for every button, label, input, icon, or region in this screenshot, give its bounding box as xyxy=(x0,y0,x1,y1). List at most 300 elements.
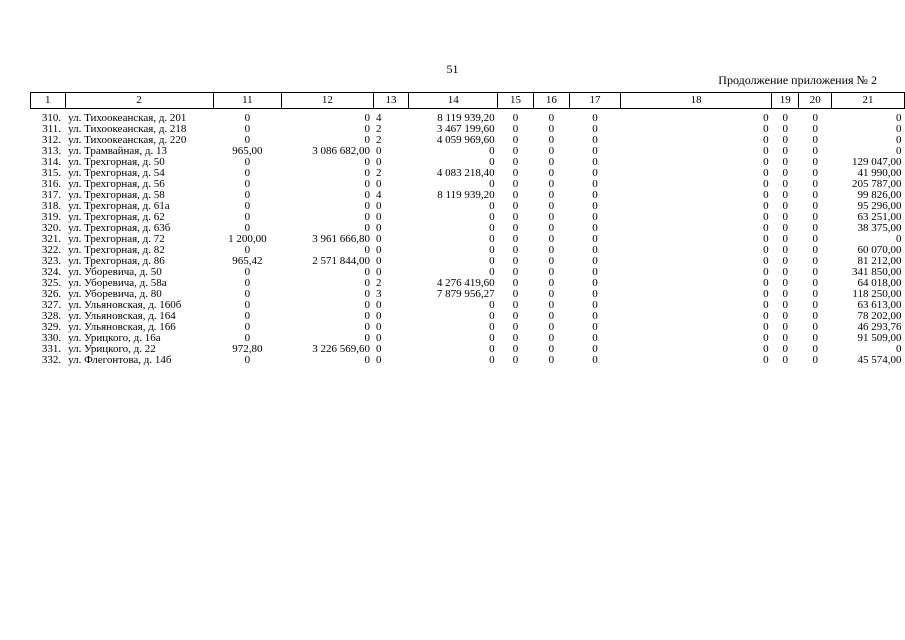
value-cell-col-17: 0 xyxy=(592,211,598,223)
value-cell-col-20: 0 xyxy=(812,178,818,190)
value-cell-col-11: 0 xyxy=(244,123,251,135)
row-number: 327. xyxy=(41,299,62,311)
value-cell-col-21: 0 xyxy=(896,233,902,245)
address-cell: ул. Трехгорная, д. 72 xyxy=(68,233,165,245)
value-cell-col-15: 0 xyxy=(512,145,519,157)
value-cell-col-19: 0 xyxy=(782,222,789,234)
value-cell-col-16: 0 xyxy=(548,299,555,311)
value-cell-col-20: 0 xyxy=(812,310,818,322)
address-cell: ул. Трехгорная, д. 58 xyxy=(68,189,165,201)
value-cell-col-13: 0 xyxy=(376,332,382,344)
value-cell-col-13: 4 xyxy=(376,189,382,201)
value-cell-col-16: 0 xyxy=(548,189,555,201)
value-cell-col-18: 0 xyxy=(763,189,769,201)
value-cell-col-16: 0 xyxy=(548,134,555,146)
column-header-20: 20 xyxy=(799,93,831,109)
value-cell-col-11: 965,42 xyxy=(232,255,263,267)
value-cell-col-15: 0 xyxy=(512,189,519,201)
value-cell-col-11: 0 xyxy=(244,310,251,322)
value-cell-col-17: 0 xyxy=(592,233,598,245)
value-cell-col-13: 0 xyxy=(376,211,382,223)
address-cell: ул. Уборевича, д. 80 xyxy=(68,288,162,300)
row-number: 316. xyxy=(41,178,62,190)
column-header-16: 16 xyxy=(533,93,569,109)
value-cell-col-21: 38 375,00 xyxy=(857,222,902,234)
value-cell-col-14: 8 119 939,20 xyxy=(437,112,495,124)
value-cell-col-16: 0 xyxy=(548,255,555,267)
value-cell-col-19: 0 xyxy=(782,211,789,223)
value-cell-col-21: 63 613,00 xyxy=(857,299,902,311)
value-cell-col-14: 0 xyxy=(489,233,495,245)
value-cell-col-16: 0 xyxy=(548,123,555,135)
column-header-13: 13 xyxy=(373,93,409,109)
value-cell-col-18: 0 xyxy=(763,200,769,212)
column-header-12: 12 xyxy=(282,93,373,109)
table-body xyxy=(31,109,905,367)
value-cell-col-12: 0 xyxy=(364,310,371,322)
row-number: 326. xyxy=(41,288,62,300)
value-cell-col-18: 0 xyxy=(763,211,769,223)
value-cell-col-18: 0 xyxy=(763,321,769,333)
value-cell-col-19: 0 xyxy=(782,167,789,179)
value-cell-col-14: 0 xyxy=(489,321,495,333)
value-cell-col-14: 8 119 939,20 xyxy=(437,189,495,201)
value-cell-col-19: 0 xyxy=(782,277,789,289)
value-cell-col-15: 0 xyxy=(512,233,519,245)
column-header-19: 19 xyxy=(772,93,799,109)
value-cell-col-13: 2 xyxy=(376,134,382,146)
row-number: 311. xyxy=(42,123,62,135)
value-cell-col-13: 0 xyxy=(376,310,382,322)
address-cell: ул. Тихоокеанская, д. 218 xyxy=(68,123,187,135)
value-cell-col-18: 0 xyxy=(763,310,769,322)
value-cell-col-14: 7 879 956,27 xyxy=(436,288,495,300)
value-cell-col-20: 0 xyxy=(812,244,818,256)
value-cell-col-17: 0 xyxy=(592,112,598,124)
value-cell-col-11: 0 xyxy=(244,299,251,311)
value-cell-col-15: 0 xyxy=(512,310,519,322)
value-cell-col-11: 1 200,00 xyxy=(228,233,267,245)
row-number: 323. xyxy=(41,255,62,267)
value-cell-col-13: 0 xyxy=(376,354,382,366)
value-cell-col-17: 0 xyxy=(592,167,598,179)
address-cell: ул. Ульяновская, д. 160б xyxy=(68,299,182,311)
value-cell-col-15: 0 xyxy=(512,266,519,278)
value-cell-col-11: 0 xyxy=(244,288,251,300)
value-cell-col-12: 0 xyxy=(364,288,371,300)
value-cell-col-16: 0 xyxy=(548,244,555,256)
row-number: 314. xyxy=(41,156,62,168)
column-header-11: 11 xyxy=(213,93,282,109)
value-cell-col-11: 0 xyxy=(244,167,251,179)
value-cell-col-20: 0 xyxy=(812,123,818,135)
value-cell-col-12: 0 xyxy=(364,189,371,201)
value-cell-col-17: 0 xyxy=(592,178,598,190)
value-cell-col-11: 0 xyxy=(244,134,251,146)
value-cell-col-18: 0 xyxy=(763,112,769,124)
column-header-21: 21 xyxy=(831,93,904,109)
value-cell-col-19: 0 xyxy=(782,299,789,311)
value-cell-col-15: 0 xyxy=(512,299,519,311)
value-cell-col-16: 0 xyxy=(548,112,555,124)
address-cell: ул. Трехгорная, д. 56 xyxy=(68,178,165,190)
value-cell-col-13: 0 xyxy=(376,156,382,168)
value-cell-col-21: 81 212,00 xyxy=(857,255,902,267)
table-row xyxy=(31,355,905,366)
value-cell-col-19: 0 xyxy=(782,123,789,135)
row-number: 318. xyxy=(41,200,62,212)
value-cell-col-12: 0 xyxy=(364,156,371,168)
value-cell-col-14: 4 276 419,60 xyxy=(436,277,495,289)
value-cell-col-14: 0 xyxy=(489,354,495,366)
value-cell-col-12: 0 xyxy=(364,178,371,190)
row-number: 322. xyxy=(41,244,62,256)
value-cell-col-19: 0 xyxy=(782,354,789,366)
value-cell-col-15: 0 xyxy=(512,244,519,256)
value-cell-col-16: 0 xyxy=(548,222,555,234)
value-cell-col-18: 0 xyxy=(763,244,769,256)
address-cell: ул. Ульяновская, д. 164 xyxy=(68,310,176,322)
value-cell-col-20: 0 xyxy=(812,354,818,366)
value-cell-col-16: 0 xyxy=(548,178,555,190)
value-cell-col-15: 0 xyxy=(512,200,519,212)
value-cell-col-13: 2 xyxy=(376,167,382,179)
value-cell-col-11: 0 xyxy=(244,189,251,201)
address-cell: ул. Трехгорная, д. 86 xyxy=(68,255,165,267)
value-cell-col-16: 0 xyxy=(548,167,555,179)
data-table xyxy=(30,92,905,366)
value-cell-col-19: 0 xyxy=(782,200,789,212)
value-cell-col-19: 0 xyxy=(782,288,789,300)
value-cell-col-17: 0 xyxy=(592,244,598,256)
value-cell-col-11: 0 xyxy=(244,354,251,366)
value-cell-col-19: 0 xyxy=(782,255,789,267)
value-cell-col-18: 0 xyxy=(763,123,769,135)
value-cell-col-19: 0 xyxy=(782,332,789,344)
row-number: 315. xyxy=(41,167,62,179)
value-cell-col-21: 0 xyxy=(896,134,902,146)
value-cell-col-12: 0 xyxy=(364,354,371,366)
value-cell-col-19: 0 xyxy=(782,343,789,355)
value-cell-col-20: 0 xyxy=(812,321,818,333)
value-cell-col-18: 0 xyxy=(763,288,769,300)
value-cell-col-14: 0 xyxy=(489,145,495,157)
value-cell-col-13: 0 xyxy=(376,343,382,355)
value-cell-col-21: 46 293,76 xyxy=(857,321,902,333)
table-row xyxy=(31,109,905,125)
value-cell-col-13: 0 xyxy=(376,244,382,256)
value-cell-col-14: 0 xyxy=(489,255,495,267)
value-cell-col-15: 0 xyxy=(512,354,519,366)
value-cell-col-13: 0 xyxy=(376,233,382,245)
value-cell-col-17: 0 xyxy=(592,310,598,322)
value-cell-col-16: 0 xyxy=(548,332,555,344)
value-cell-col-19: 0 xyxy=(782,134,789,146)
row-number: 329. xyxy=(41,321,62,333)
address-cell: ул. Трехгорная, д. 63б xyxy=(68,222,171,234)
value-cell-col-12: 2 571 844,00 xyxy=(312,255,371,267)
value-cell-col-16: 0 xyxy=(548,310,555,322)
value-cell-col-12: 0 xyxy=(364,211,371,223)
column-header-14: 14 xyxy=(409,93,498,109)
value-cell-col-18: 0 xyxy=(763,354,769,366)
value-cell-col-21: 0 xyxy=(896,145,902,157)
value-cell-col-13: 3 xyxy=(376,288,382,300)
value-cell-col-20: 0 xyxy=(812,189,818,201)
value-cell-col-13: 0 xyxy=(376,200,382,212)
value-cell-col-14: 0 xyxy=(489,156,495,168)
value-cell-col-16: 0 xyxy=(548,343,555,355)
address-cell: ул. Флегонтова, д. 14б xyxy=(68,354,172,366)
value-cell-col-12: 0 xyxy=(364,277,371,289)
row-number: 331. xyxy=(41,343,62,355)
value-cell-col-18: 0 xyxy=(763,134,769,146)
value-cell-col-11: 0 xyxy=(244,244,251,256)
value-cell-col-18: 0 xyxy=(763,332,769,344)
value-cell-col-15: 0 xyxy=(512,288,519,300)
value-cell-col-16: 0 xyxy=(548,277,555,289)
value-cell-col-14: 0 xyxy=(489,211,495,223)
value-cell-col-12: 3 086 682,00 xyxy=(312,145,371,157)
value-cell-col-15: 0 xyxy=(512,321,519,333)
value-cell-col-19: 0 xyxy=(782,266,789,278)
value-cell-col-20: 0 xyxy=(812,255,818,267)
value-cell-col-12: 0 xyxy=(364,134,371,146)
value-cell-col-16: 0 xyxy=(548,200,555,212)
row-number: 328. xyxy=(41,310,62,322)
value-cell-col-17: 0 xyxy=(592,123,598,135)
value-cell-col-16: 0 xyxy=(548,321,555,333)
value-cell-col-16: 0 xyxy=(548,288,555,300)
value-cell-col-21: 41 990,00 xyxy=(857,167,902,179)
value-cell-col-15: 0 xyxy=(512,343,519,355)
value-cell-col-13: 0 xyxy=(376,266,382,278)
value-cell-col-15: 0 xyxy=(512,211,519,223)
value-cell-col-17: 0 xyxy=(592,134,598,146)
value-cell-col-15: 0 xyxy=(512,332,519,344)
value-cell-col-12: 0 xyxy=(364,266,371,278)
value-cell-col-16: 0 xyxy=(548,354,555,366)
value-cell-col-15: 0 xyxy=(512,178,519,190)
value-cell-col-21: 205 787,00 xyxy=(852,178,902,190)
address-cell: ул. Урицкого, д. 22 xyxy=(68,343,156,355)
value-cell-col-18: 0 xyxy=(763,233,769,245)
row-number: 313. xyxy=(41,145,62,157)
address-cell: ул. Урицкого, д. 16а xyxy=(68,332,161,344)
value-cell-col-11: 0 xyxy=(244,178,251,190)
value-cell-col-20: 0 xyxy=(812,200,818,212)
value-cell-col-12: 0 xyxy=(364,200,371,212)
value-cell-col-12: 0 xyxy=(364,112,371,124)
value-cell-col-11: 0 xyxy=(244,321,251,333)
value-cell-col-14: 0 xyxy=(489,343,495,355)
row-number: 319. xyxy=(41,211,62,223)
value-cell-col-12: 0 xyxy=(364,244,371,256)
value-cell-col-18: 0 xyxy=(763,178,769,190)
address-cell: ул. Уборевича, д. 58а xyxy=(68,277,167,289)
value-cell-col-13: 0 xyxy=(376,321,382,333)
value-cell-col-16: 0 xyxy=(548,211,555,223)
value-cell-col-17: 0 xyxy=(592,299,598,311)
value-cell-col-11: 0 xyxy=(244,266,251,278)
value-cell-col-20: 0 xyxy=(812,156,818,168)
value-cell-col-14: 0 xyxy=(489,299,495,311)
address-cell: ул. Трехгорная, д. 82 xyxy=(68,244,165,256)
table-row xyxy=(31,322,905,333)
value-cell-col-20: 0 xyxy=(812,299,818,311)
value-cell-col-13: 2 xyxy=(376,123,382,135)
value-cell-col-11: 965,00 xyxy=(232,145,263,157)
value-cell-col-14: 4 083 218,40 xyxy=(436,167,495,179)
column-header-2: 2 xyxy=(65,93,213,109)
value-cell-col-12: 0 xyxy=(364,332,371,344)
value-cell-col-19: 0 xyxy=(782,145,789,157)
value-cell-col-17: 0 xyxy=(592,189,598,201)
value-cell-col-17: 0 xyxy=(592,200,598,212)
address-cell: ул. Трамвайная, д. 13 xyxy=(68,145,167,157)
value-cell-col-13: 0 xyxy=(376,222,382,234)
row-number: 330. xyxy=(41,332,62,344)
value-cell-col-17: 0 xyxy=(592,288,598,300)
value-cell-col-16: 0 xyxy=(548,156,555,168)
address-cell: ул. Трехгорная, д. 54 xyxy=(68,167,165,179)
value-cell-col-19: 0 xyxy=(782,189,789,201)
value-cell-col-13: 4 xyxy=(376,112,382,124)
value-cell-col-13: 0 xyxy=(376,299,382,311)
value-cell-col-17: 0 xyxy=(592,343,598,355)
value-cell-col-21: 95 296,00 xyxy=(857,200,902,212)
row-number: 320. xyxy=(41,222,62,234)
value-cell-col-21: 0 xyxy=(896,112,902,124)
value-cell-col-18: 0 xyxy=(763,222,769,234)
value-cell-col-16: 0 xyxy=(548,266,555,278)
value-cell-col-17: 0 xyxy=(592,332,598,344)
value-cell-col-21: 63 251,00 xyxy=(857,211,902,223)
value-cell-col-17: 0 xyxy=(592,277,598,289)
value-cell-col-18: 0 xyxy=(763,156,769,168)
value-cell-col-11: 0 xyxy=(244,277,251,289)
value-cell-col-19: 0 xyxy=(782,178,789,190)
address-cell: ул. Трехгорная, д. 61а xyxy=(68,200,170,212)
column-header-1: 1 xyxy=(31,93,66,109)
value-cell-col-18: 0 xyxy=(763,343,769,355)
value-cell-col-20: 0 xyxy=(812,277,818,289)
value-cell-col-20: 0 xyxy=(812,112,818,124)
value-cell-col-21: 64 018,00 xyxy=(857,277,902,289)
value-cell-col-21: 341 850,00 xyxy=(852,266,902,278)
value-cell-col-14: 0 xyxy=(489,222,495,234)
column-header-18: 18 xyxy=(621,93,772,109)
value-cell-col-15: 0 xyxy=(512,255,519,267)
row-number: 332. xyxy=(41,354,62,366)
value-cell-col-18: 0 xyxy=(763,145,769,157)
value-cell-col-13: 0 xyxy=(376,255,382,267)
address-cell: ул. Ульяновская, д. 166 xyxy=(68,321,176,333)
value-cell-col-21: 129 047,00 xyxy=(852,156,902,168)
value-cell-col-18: 0 xyxy=(763,299,769,311)
row-number: 325. xyxy=(41,277,62,289)
value-cell-col-21: 0 xyxy=(896,343,902,355)
value-cell-col-12: 3 226 569,60 xyxy=(312,343,371,355)
value-cell-col-20: 0 xyxy=(812,343,818,355)
value-cell-col-15: 0 xyxy=(512,156,519,168)
value-cell-col-15: 0 xyxy=(512,112,519,124)
value-cell-col-12: 3 961 666,80 xyxy=(312,233,371,245)
header-row xyxy=(31,93,905,109)
column-header-17: 17 xyxy=(569,93,620,109)
address-cell: ул. Уборевича, д. 50 xyxy=(68,266,162,278)
value-cell-col-14: 0 xyxy=(489,178,495,190)
value-cell-col-18: 0 xyxy=(763,255,769,267)
address-cell: ул. Трехгорная, д. 50 xyxy=(68,156,165,168)
row-number: 324. xyxy=(41,266,62,278)
address-cell: ул. Тихоокеанская, д. 220 xyxy=(68,134,187,146)
value-cell-col-15: 0 xyxy=(512,134,519,146)
value-cell-col-12: 0 xyxy=(364,222,371,234)
value-cell-col-12: 0 xyxy=(364,299,371,311)
value-cell-col-21: 118 250,00 xyxy=(852,288,902,300)
table-row xyxy=(31,333,905,344)
value-cell-col-17: 0 xyxy=(592,156,598,168)
value-cell-col-20: 0 xyxy=(812,266,818,278)
value-cell-col-19: 0 xyxy=(782,112,789,124)
value-cell-col-15: 0 xyxy=(512,167,519,179)
value-cell-col-11: 0 xyxy=(244,332,251,344)
value-cell-col-14: 3 467 199,60 xyxy=(436,123,495,135)
row-number: 317. xyxy=(41,189,62,201)
value-cell-col-19: 0 xyxy=(782,233,789,245)
value-cell-col-12: 0 xyxy=(364,167,371,179)
value-cell-col-21: 78 202,00 xyxy=(857,310,902,322)
value-cell-col-17: 0 xyxy=(592,255,598,267)
value-cell-col-11: 0 xyxy=(244,211,251,223)
value-cell-col-14: 0 xyxy=(489,266,495,278)
value-cell-col-11: 0 xyxy=(244,222,251,234)
value-cell-col-13: 2 xyxy=(376,277,382,289)
value-cell-col-18: 0 xyxy=(763,277,769,289)
value-cell-col-17: 0 xyxy=(592,354,598,366)
value-cell-col-14: 0 xyxy=(489,200,495,212)
value-cell-col-18: 0 xyxy=(763,266,769,278)
value-cell-col-18: 0 xyxy=(763,167,769,179)
value-cell-col-11: 0 xyxy=(244,156,251,168)
row-number: 312. xyxy=(41,134,62,146)
column-header-15: 15 xyxy=(498,93,534,109)
value-cell-col-21: 91 509,00 xyxy=(857,332,902,344)
value-cell-col-11: 0 xyxy=(244,200,251,212)
row-number: 321. xyxy=(41,233,62,245)
value-cell-col-14: 0 xyxy=(489,310,495,322)
value-cell-col-13: 0 xyxy=(376,178,382,190)
value-cell-col-21: 60 070,00 xyxy=(857,244,902,256)
value-cell-col-17: 0 xyxy=(592,222,598,234)
value-cell-col-11: 0 xyxy=(244,112,251,124)
value-cell-col-15: 0 xyxy=(512,123,519,135)
value-cell-col-17: 0 xyxy=(592,145,598,157)
value-cell-col-17: 0 xyxy=(592,321,598,333)
value-cell-col-20: 0 xyxy=(812,233,818,245)
address-cell: ул. Тихоокеанская, д. 201 xyxy=(68,112,187,124)
value-cell-col-14: 0 xyxy=(489,332,495,344)
value-cell-col-16: 0 xyxy=(548,233,555,245)
row-number: 310. xyxy=(41,112,62,124)
value-cell-col-19: 0 xyxy=(782,156,789,168)
value-cell-col-21: 0 xyxy=(896,123,902,135)
value-cell-col-20: 0 xyxy=(812,332,818,344)
value-cell-col-19: 0 xyxy=(782,321,789,333)
value-cell-col-14: 0 xyxy=(489,244,495,256)
value-cell-col-19: 0 xyxy=(782,310,789,322)
